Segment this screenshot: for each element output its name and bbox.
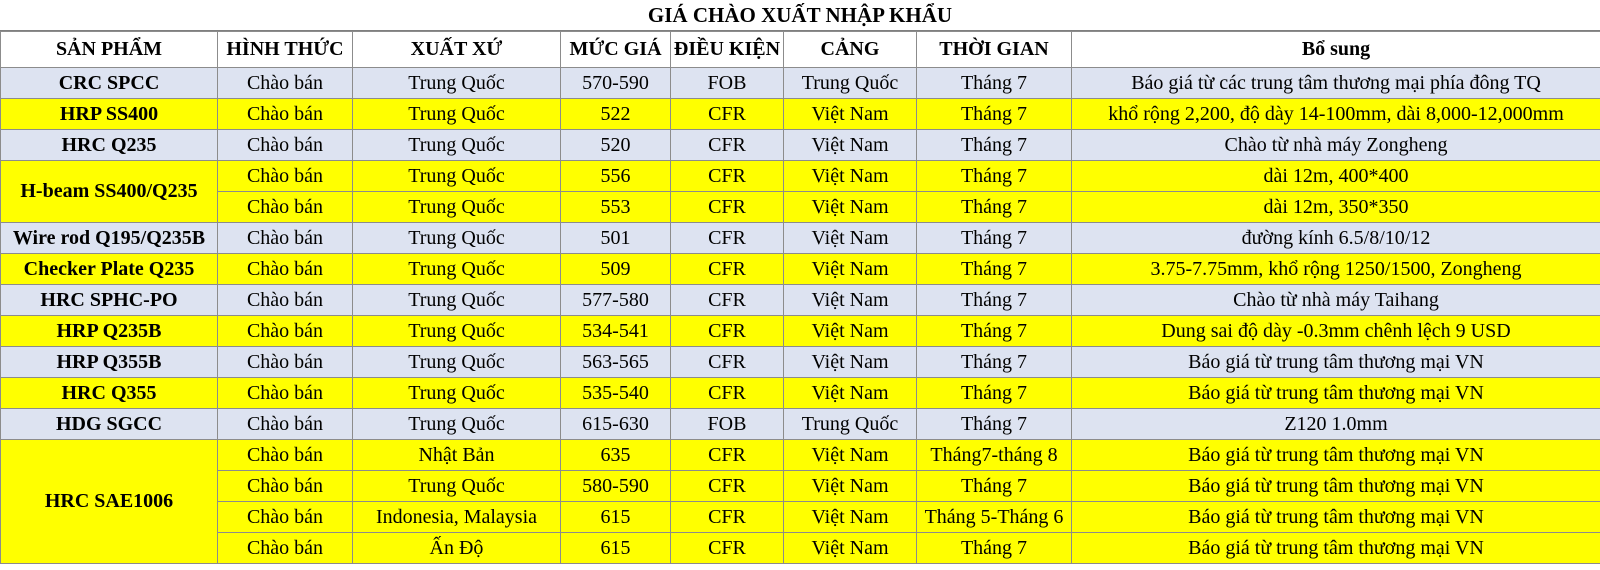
cell-note: Dung sai độ dày -0.3mm chênh lệch 9 USD xyxy=(1072,316,1600,347)
cell-price: 509 xyxy=(561,254,671,285)
cell-terms: CFR xyxy=(671,130,784,161)
cell-product: Wire rod Q195/Q235B xyxy=(1,223,218,254)
cell-product: H-beam SS400/Q235 xyxy=(1,161,218,223)
cell-product: HRP Q355B xyxy=(1,347,218,378)
cell-form: Chào bán xyxy=(218,347,353,378)
cell-port: Việt Nam xyxy=(784,440,917,471)
cell-form: Chào bán xyxy=(218,409,353,440)
cell-price: 534-541 xyxy=(561,316,671,347)
cell-price: 570-590 xyxy=(561,68,671,99)
cell-port: Việt Nam xyxy=(784,378,917,409)
cell-product: HDG SGCC xyxy=(1,409,218,440)
cell-form: Chào bán xyxy=(218,68,353,99)
cell-port: Việt Nam xyxy=(784,161,917,192)
cell-time: Tháng 7 xyxy=(917,68,1072,99)
cell-form: Chào bán xyxy=(218,192,353,223)
table-row xyxy=(1,99,1600,130)
cell-port: Trung Quốc xyxy=(784,409,917,440)
cell-terms: CFR xyxy=(671,254,784,285)
cell-form: Chào bán xyxy=(218,254,353,285)
cell-price: 563-565 xyxy=(561,347,671,378)
table-row xyxy=(1,533,1600,564)
cell-terms: CFR xyxy=(671,192,784,223)
cell-port: Trung Quốc xyxy=(784,68,917,99)
cell-time: Tháng 7 xyxy=(917,378,1072,409)
cell-price: 635 xyxy=(561,440,671,471)
cell-port: Việt Nam xyxy=(784,130,917,161)
cell-note: Chào từ nhà máy Zongheng xyxy=(1072,130,1600,161)
cell-form: Chào bán xyxy=(218,223,353,254)
cell-port: Việt Nam xyxy=(784,347,917,378)
cell-note: Báo giá từ các trung tâm thương mại phía đông TQ xyxy=(1072,68,1600,99)
cell-origin: Trung Quốc xyxy=(353,347,561,378)
cell-form: Chào bán xyxy=(218,502,353,533)
table-row xyxy=(1,192,1600,223)
cell-form: Chào bán xyxy=(218,285,353,316)
table-row xyxy=(1,285,1600,316)
table-row xyxy=(1,130,1600,161)
header-product: SẢN PHẨM xyxy=(1,32,218,68)
table-row xyxy=(1,223,1600,254)
cell-port: Việt Nam xyxy=(784,254,917,285)
cell-time: Tháng 7 xyxy=(917,99,1072,130)
cell-terms: CFR xyxy=(671,316,784,347)
cell-time: Tháng 7 xyxy=(917,471,1072,502)
table-row xyxy=(1,161,1600,192)
cell-port: Việt Nam xyxy=(784,192,917,223)
cell-product: HRC Q355 xyxy=(1,378,218,409)
cell-origin: Trung Quốc xyxy=(353,223,561,254)
cell-form: Chào bán xyxy=(218,130,353,161)
cell-form: Chào bán xyxy=(218,471,353,502)
cell-form: Chào bán xyxy=(218,161,353,192)
cell-product: HRP SS400 xyxy=(1,99,218,130)
table-row xyxy=(1,68,1600,99)
cell-note: Báo giá từ trung tâm thương mại VN xyxy=(1072,347,1600,378)
table-row xyxy=(1,378,1600,409)
cell-time: Tháng7-tháng 8 xyxy=(917,440,1072,471)
cell-terms: CFR xyxy=(671,223,784,254)
cell-origin: Trung Quốc xyxy=(353,254,561,285)
cell-form: Chào bán xyxy=(218,533,353,564)
cell-terms: CFR xyxy=(671,533,784,564)
cell-time: Tháng 7 xyxy=(917,254,1072,285)
cell-port: Việt Nam xyxy=(784,502,917,533)
cell-product: HRP Q235B xyxy=(1,316,218,347)
cell-product: Checker Plate Q235 xyxy=(1,254,218,285)
cell-origin: Trung Quốc xyxy=(353,192,561,223)
cell-origin: Trung Quốc xyxy=(353,99,561,130)
cell-note: Báo giá từ trung tâm thương mại VN xyxy=(1072,471,1600,502)
cell-form: Chào bán xyxy=(218,440,353,471)
cell-price: 615 xyxy=(561,533,671,564)
cell-time: Tháng 7 xyxy=(917,347,1072,378)
header-origin: XUẤT XỨ xyxy=(353,32,561,68)
cell-product: HRC SAE1006 xyxy=(1,440,218,564)
cell-note: dài 12m, 400*400 xyxy=(1072,161,1600,192)
cell-terms: CFR xyxy=(671,440,784,471)
cell-note: Báo giá từ trung tâm thương mại VN xyxy=(1072,533,1600,564)
cell-price: 615 xyxy=(561,502,671,533)
table-row xyxy=(1,471,1600,502)
cell-terms: CFR xyxy=(671,378,784,409)
cell-note: khổ rộng 2,200, độ dày 14-100mm, dài 8,000-12,000mm xyxy=(1072,99,1600,130)
price-table xyxy=(0,31,1600,564)
cell-port: Việt Nam xyxy=(784,316,917,347)
cell-note: Báo giá từ trung tâm thương mại VN xyxy=(1072,440,1600,471)
cell-price: 553 xyxy=(561,192,671,223)
cell-port: Việt Nam xyxy=(784,99,917,130)
table-row xyxy=(1,502,1600,533)
cell-terms: CFR xyxy=(671,285,784,316)
header-note: Bổ sung xyxy=(1072,32,1600,68)
cell-origin: Trung Quốc xyxy=(353,161,561,192)
cell-note: dài 12m, 350*350 xyxy=(1072,192,1600,223)
cell-note: Báo giá từ trung tâm thương mại VN xyxy=(1072,502,1600,533)
cell-origin: Trung Quốc xyxy=(353,285,561,316)
cell-origin: Trung Quốc xyxy=(353,471,561,502)
cell-time: Tháng 7 xyxy=(917,285,1072,316)
cell-origin: Trung Quốc xyxy=(353,130,561,161)
header-form: HÌNH THỨC xyxy=(218,32,353,68)
header-time: THỜI GIAN xyxy=(917,32,1072,68)
cell-price: 520 xyxy=(561,130,671,161)
cell-terms: CFR xyxy=(671,99,784,130)
cell-form: Chào bán xyxy=(218,378,353,409)
cell-price: 522 xyxy=(561,99,671,130)
cell-price: 535-540 xyxy=(561,378,671,409)
header-row xyxy=(1,32,1600,68)
cell-product: HRC SPHC-PO xyxy=(1,285,218,316)
cell-origin: Trung Quốc xyxy=(353,316,561,347)
cell-note: Báo giá từ trung tâm thương mại VN xyxy=(1072,378,1600,409)
cell-time: Tháng 7 xyxy=(917,161,1072,192)
cell-note: đường kính 6.5/8/10/12 xyxy=(1072,223,1600,254)
cell-port: Việt Nam xyxy=(784,533,917,564)
header-price: MỨC GIÁ xyxy=(561,32,671,68)
cell-time: Tháng 7 xyxy=(917,192,1072,223)
sheet-title: GIÁ CHÀO XUẤT NHẬP KHẨU xyxy=(0,0,1600,31)
cell-terms: FOB xyxy=(671,68,784,99)
cell-product: HRC Q235 xyxy=(1,130,218,161)
header-port: CẢNG xyxy=(784,32,917,68)
cell-terms: CFR xyxy=(671,471,784,502)
table-row xyxy=(1,409,1600,440)
table-row xyxy=(1,347,1600,378)
cell-origin: Indonesia, Malaysia xyxy=(353,502,561,533)
cell-origin: Trung Quốc xyxy=(353,378,561,409)
cell-terms: CFR xyxy=(671,347,784,378)
cell-form: Chào bán xyxy=(218,316,353,347)
cell-origin: Trung Quốc xyxy=(353,409,561,440)
cell-price: 501 xyxy=(561,223,671,254)
cell-terms: CFR xyxy=(671,502,784,533)
cell-port: Việt Nam xyxy=(784,223,917,254)
table-row xyxy=(1,254,1600,285)
cell-price: 556 xyxy=(561,161,671,192)
cell-time: Tháng 7 xyxy=(917,533,1072,564)
cell-form: Chào bán xyxy=(218,99,353,130)
cell-time: Tháng 7 xyxy=(917,409,1072,440)
cell-terms: CFR xyxy=(671,161,784,192)
cell-time: Tháng 7 xyxy=(917,130,1072,161)
cell-note: 3.75-7.75mm, khổ rộng 1250/1500, Zongheng xyxy=(1072,254,1600,285)
cell-time: Tháng 7 xyxy=(917,316,1072,347)
cell-terms: FOB xyxy=(671,409,784,440)
table-row xyxy=(1,316,1600,347)
cell-price: 580-590 xyxy=(561,471,671,502)
cell-price: 577-580 xyxy=(561,285,671,316)
cell-port: Việt Nam xyxy=(784,285,917,316)
cell-port: Việt Nam xyxy=(784,471,917,502)
cell-origin: Trung Quốc xyxy=(353,68,561,99)
cell-price: 615-630 xyxy=(561,409,671,440)
cell-note: Z120 1.0mm xyxy=(1072,409,1600,440)
cell-time: Tháng 5-Tháng 6 xyxy=(917,502,1072,533)
cell-time: Tháng 7 xyxy=(917,223,1072,254)
cell-origin: Nhật Bản xyxy=(353,440,561,471)
header-terms: ĐIỀU KIỆN xyxy=(671,32,784,68)
table-row xyxy=(1,440,1600,471)
cell-origin: Ấn Độ xyxy=(353,533,561,564)
cell-product: CRC SPCC xyxy=(1,68,218,99)
cell-note: Chào từ nhà máy Taihang xyxy=(1072,285,1600,316)
